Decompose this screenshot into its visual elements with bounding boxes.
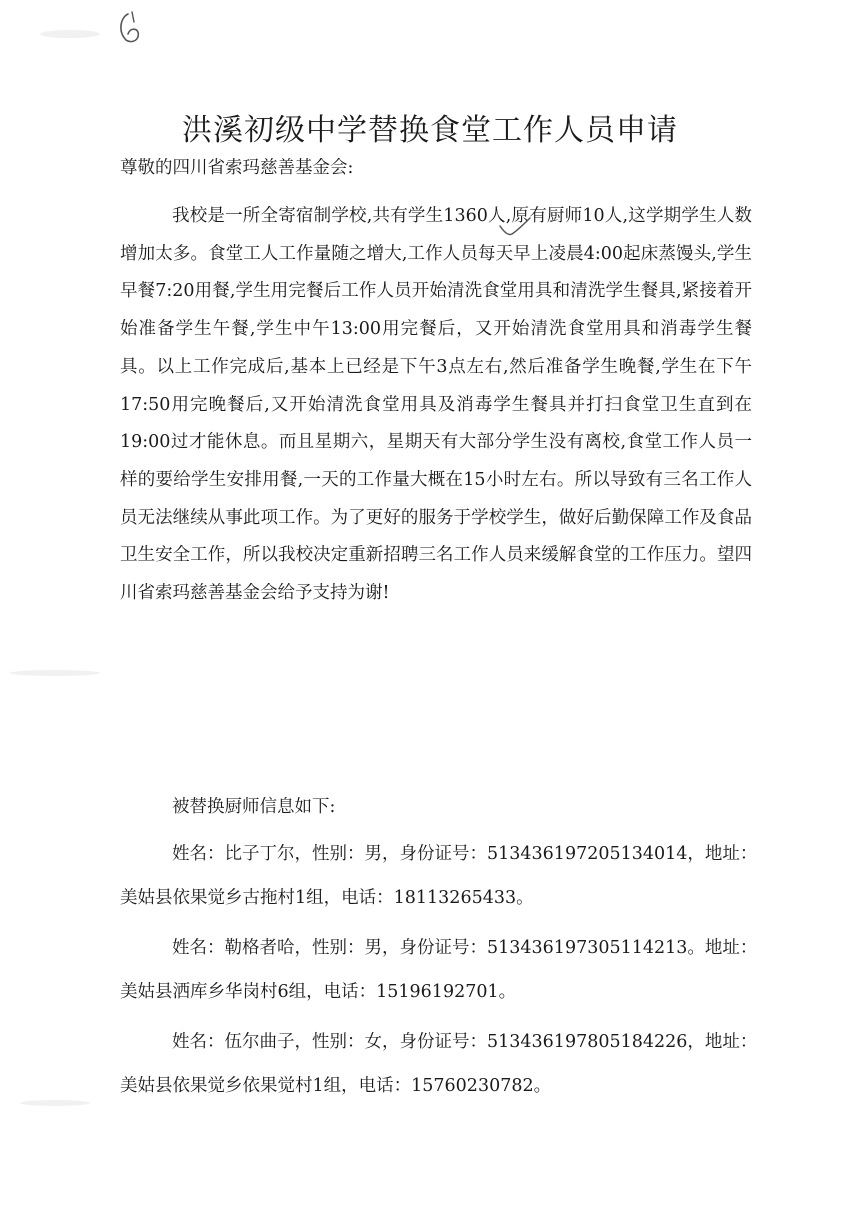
id-label: ，身份证号： xyxy=(382,844,487,864)
id-punctuation: ， xyxy=(687,1032,705,1052)
cook-address: 美姑县依果觉乡古拖村1组 xyxy=(120,888,324,908)
cook-phone: 15196192701 xyxy=(376,982,499,1002)
cook-list-intro: 被替换厨师信息如下: xyxy=(172,797,336,817)
gender-label: ，性别： xyxy=(294,938,365,958)
cook-gender: 男 xyxy=(364,844,382,864)
body-paragraph: 我校是一所全寄宿制学校,共有学生1360人,原有厨师10人,这学期学生人数增加太多。食堂工人工作量随之增大,工作人员每天早上凌晨4:00起床蒸馒头,学生早餐7:20用餐,学生用完餐后工作人员开始清洗食堂用具和清洗学生餐具,紧接着开始准备学生午餐,学生中午13:00用完餐后，又开始清洗食堂用具和消毒学生餐具。以上工作完成后,基本上已经是下午3点左右,然后准备学生晚餐,学生在下午17:50用完晚餐后,又开始清洗食堂用具及消毒学生餐具并打扫食堂卫生直到在19:00过才能休息。而且星期六，星期天有大部分学生没有离校,食堂工作人员一样的要给学生安排用餐,一天的工作量大概在15小时左右。所以导致有三名工作人员无法继续从事此项工作。为了更好的服务于学校学生，做好后勤保障工作及食品卫生安全工作，所以我校决定重新招聘三名工作人员来缓解食堂的工作压力。望四川省索玛慈善基金会给予支持为谢! xyxy=(120,206,752,604)
scan-speck xyxy=(10,670,100,676)
entry-end: 。 xyxy=(516,888,534,908)
name-label: 姓名： xyxy=(172,844,225,864)
id-label: ，身份证号： xyxy=(382,938,487,958)
cook-name: 勒格者哈 xyxy=(224,938,295,958)
entry-end: 。 xyxy=(533,1076,552,1096)
cook-gender: 女 xyxy=(364,1032,382,1052)
document-title: 洪溪初级中学替换食堂工作人员申请 xyxy=(182,113,678,148)
phone-label: ，电话： xyxy=(306,982,377,1002)
cook-name: 伍尔曲子 xyxy=(224,1032,295,1052)
cook-id-number: 513436197205134014 xyxy=(487,844,688,864)
gender-label: ，性别： xyxy=(294,1032,365,1052)
cook-phone: 18113265433 xyxy=(393,888,517,908)
id-label: ，身份证号： xyxy=(382,1032,487,1052)
handwritten-page-mark xyxy=(112,10,146,50)
address-label: 地址： xyxy=(704,938,758,958)
cook-address: 美姑县洒库乡华岗村6组 xyxy=(120,982,307,1002)
cook-address: 美姑县依果觉乡依果觉村1组 xyxy=(120,1076,342,1096)
name-label: 姓名： xyxy=(172,938,225,958)
address-label: 地址： xyxy=(704,1032,758,1052)
salutation: 尊敬的四川省索玛慈善基金会: xyxy=(120,158,354,178)
phone-label: ，电话： xyxy=(323,888,394,908)
scan-speck xyxy=(20,1100,90,1106)
cook-name: 比子丁尔 xyxy=(224,844,295,864)
phone-label: ，电话： xyxy=(341,1076,412,1096)
gender-label: ，性别： xyxy=(294,844,365,864)
entry-end: 。 xyxy=(498,982,517,1002)
cook-gender: 男 xyxy=(364,938,382,958)
handwritten-check-mark xyxy=(498,216,532,238)
scan-speck xyxy=(40,30,100,38)
cook-entry xyxy=(120,1020,760,1108)
cook-id-number: 513436197805184226 xyxy=(487,1032,688,1052)
cook-phone: 15760230782 xyxy=(411,1076,534,1096)
cook-id-number: 513436197305114213 xyxy=(487,938,688,958)
name-label: 姓名： xyxy=(172,1032,225,1052)
address-label: 地址： xyxy=(704,844,758,864)
id-punctuation: ， xyxy=(687,844,705,864)
cook-entry xyxy=(120,832,760,920)
id-punctuation: 。 xyxy=(687,938,705,958)
cook-entry xyxy=(120,926,760,1014)
